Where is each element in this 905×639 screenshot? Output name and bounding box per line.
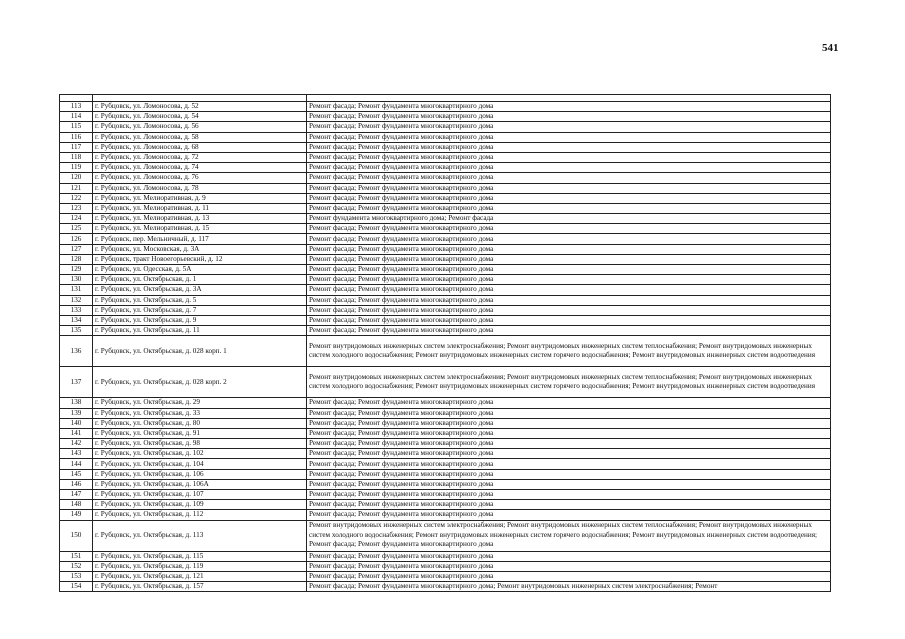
works-cell: Ремонт фасада; Ремонт фундамента многоквартирного дома [307, 408, 831, 418]
address-cell: г. Рубцовск, пер. Мельничный, д. 117 [93, 234, 307, 244]
table-row [60, 254, 831, 264]
row-number-cell: 132 [60, 295, 93, 305]
address-cell: г. Рубцовск, ул. Октябрьская, д. 109 [93, 500, 307, 510]
row-number-cell: 131 [60, 285, 93, 295]
works-cell: Ремонт фасада; Ремонт фундамента многоквартирного дома [307, 193, 831, 203]
address-cell: г. Рубцовск, ул. Московская, д. 3А [93, 244, 307, 254]
table-row [60, 285, 831, 295]
address-cell: г. Рубцовск, ул. Октябрьская, д. 29 [93, 398, 307, 408]
table-row [60, 510, 831, 520]
works-cell: Ремонт фасада; Ремонт фундамента многоквартирного дома [307, 295, 831, 305]
address-cell: г. Рубцовск, ул. Одесская, д. 5А [93, 265, 307, 275]
works-cell: Ремонт внутридомовых инженерных систем электроснабжения; Ремонт внутридомовых инженерных систем теплоснабжения; Ремонт внутридомовых инженерных систем холодного водоснабжения; Ремонт внутридомовых инженерных систем горячего водоснабжения; Ремонт внутридомовых инженерных систем водоотведения; Ремонт фасада; Ремонт фундамента многоквартирного дома [307, 520, 831, 551]
row-number-cell: 127 [60, 244, 93, 254]
table-body [60, 95, 831, 592]
address-cell: г. Рубцовск, ул. Октябрьская, д. 80 [93, 418, 307, 428]
works-cell: Ремонт внутридомовых инженерных систем электроснабжения; Ремонт внутридомовых инженерных систем теплоснабжения; Ремонт внутридомовых инженерных систем холодного водоснабжения; Ремонт внутридомовых инженерных систем горячего водоснабжения; Ремонт внутридомовых инженерных систем водоотведения [307, 367, 831, 398]
address-cell: г. Рубцовск, ул. Октябрьская, д. 112 [93, 510, 307, 520]
row-number-cell: 141 [60, 428, 93, 438]
table-row [60, 163, 831, 173]
row-number-cell: 138 [60, 398, 93, 408]
row-number-cell: 146 [60, 479, 93, 489]
row-number-cell: 116 [60, 132, 93, 142]
works-cell: Ремонт фасада; Ремонт фундамента многоквартирного дома [307, 439, 831, 449]
row-number-cell: 148 [60, 500, 93, 510]
works-cell: Ремонт фасада; Ремонт фундамента многоквартирного дома [307, 469, 831, 479]
address-cell: г. Рубцовск, ул. Октябрьская, д. 91 [93, 428, 307, 438]
works-cell: Ремонт фасада; Ремонт фундамента многоквартирного дома [307, 500, 831, 510]
table-row [60, 551, 831, 561]
row-number-cell: 149 [60, 510, 93, 520]
table-row [60, 132, 831, 142]
table-row [60, 398, 831, 408]
works-cell: Ремонт фасада; Ремонт фундамента многоквартирного дома [307, 203, 831, 213]
works-cell: Ремонт фасада; Ремонт фундамента многоквартирного дома [307, 275, 831, 285]
row-number-cell: 152 [60, 561, 93, 571]
repair-register-table [59, 94, 831, 592]
works-cell: Ремонт фасада; Ремонт фундамента многоквартирного дома [307, 428, 831, 438]
works-cell: Ремонт фасада; Ремонт фундамента многоквартирного дома [307, 449, 831, 459]
works-cell: Ремонт фасада; Ремонт фундамента многоквартирного дома [307, 490, 831, 500]
address-cell: г. Рубцовск, ул. Октябрьская, д. 3А [93, 285, 307, 295]
table-row [60, 102, 831, 112]
address-cell: г. Рубцовск, ул. Октябрьская, д. 7 [93, 305, 307, 315]
row-number-cell: 139 [60, 408, 93, 418]
row-number-cell: 145 [60, 469, 93, 479]
row-number-cell: 124 [60, 214, 93, 224]
works-cell: Ремонт фасада; Ремонт фундамента многоквартирного дома [307, 571, 831, 581]
table-row [60, 305, 831, 315]
table-row [60, 183, 831, 193]
row-number-cell: 118 [60, 152, 93, 162]
address-cell: г. Рубцовск, ул. Ломоносова, д. 76 [93, 173, 307, 183]
row-number-cell: 147 [60, 490, 93, 500]
row-number-cell: 117 [60, 142, 93, 152]
address-cell: г. Рубцовск, ул. Ломоносова, д. 68 [93, 142, 307, 152]
table-row [60, 490, 831, 500]
address-cell: г. Рубцовск, ул. Октябрьская, д. 5 [93, 295, 307, 305]
works-cell: Ремонт фасада; Ремонт фундамента многоквартирного дома [307, 479, 831, 489]
table-row [60, 408, 831, 418]
address-cell: г. Рубцовск, ул. Октябрьская, д. 104 [93, 459, 307, 469]
row-number-cell: 114 [60, 112, 93, 122]
table-row [60, 142, 831, 152]
works-cell: Ремонт фасада; Ремонт фундамента многоквартирного дома [307, 305, 831, 315]
row-number-cell: 115 [60, 122, 93, 132]
works-cell: Ремонт фасада; Ремонт фундамента многоквартирного дома [307, 132, 831, 142]
works-cell: Ремонт внутридомовых инженерных систем электроснабжения; Ремонт внутридомовых инженерных систем теплоснабжения; Ремонт внутридомовых инженерных систем холодного водоснабжения; Ремонт внутридомовых инженерных систем горячего водоснабжения; Ремонт внутридомовых инженерных систем водоотведения [307, 336, 831, 367]
row-number-cell: 128 [60, 254, 93, 264]
page-number: 541 [822, 42, 839, 54]
row-number-cell: 154 [60, 582, 93, 592]
address-cell: г. Рубцовск, ул. Ломоносова, д. 56 [93, 122, 307, 132]
row-number-cell: 136 [60, 336, 93, 367]
address-cell: г. Рубцовск, ул. Октябрьская, д. 98 [93, 439, 307, 449]
works-cell: Ремонт фасада; Ремонт фундамента многоквартирного дома [307, 398, 831, 408]
row-number-cell: 142 [60, 439, 93, 449]
address-cell: г. Рубцовск, ул. Октябрьская, д. 106 [93, 469, 307, 479]
table-row [60, 265, 831, 275]
works-cell: Ремонт фасада; Ремонт фундамента многоквартирного дома [307, 315, 831, 325]
table-row [60, 459, 831, 469]
address-cell: г. Рубцовск, ул. Октябрьская, д. 102 [93, 449, 307, 459]
works-cell: Ремонт фасада; Ремонт фундамента многоквартирного дома [307, 183, 831, 193]
address-cell: г. Рубцовск, ул. Октябрьская, д. 028 корп. 2 [93, 367, 307, 398]
table-row [60, 275, 831, 285]
table-row [60, 214, 831, 224]
address-cell: г. Рубцовск, ул. Мелиоративная, д. 15 [93, 224, 307, 234]
works-cell: Ремонт фасада; Ремонт фундамента многоквартирного дома [307, 254, 831, 264]
row-number-cell: 150 [60, 520, 93, 551]
works-cell: Ремонт фасада; Ремонт фундамента многоквартирного дома [307, 152, 831, 162]
row-number-cell: 133 [60, 305, 93, 315]
table-row [60, 469, 831, 479]
works-cell: Ремонт фасада; Ремонт фундамента многоквартирного дома [307, 265, 831, 275]
address-cell: г. Рубцовск, ул. Октябрьская, д. 157 [93, 582, 307, 592]
row-number-cell: 143 [60, 449, 93, 459]
works-cell: Ремонт фундамента многоквартирного дома; Ремонт фасада [307, 214, 831, 224]
table-row [60, 571, 831, 581]
table-row [60, 203, 831, 213]
row-number-cell: 130 [60, 275, 93, 285]
works-cell: Ремонт фасада; Ремонт фундамента многоквартирного дома [307, 173, 831, 183]
works-cell: Ремонт фасада; Ремонт фундамента многоквартирного дома [307, 551, 831, 561]
table-row [60, 234, 831, 244]
address-cell: г. Рубцовск, ул. Ломоносова, д. 78 [93, 183, 307, 193]
row-number-cell: 129 [60, 265, 93, 275]
works-cell: Ремонт фасада; Ремонт фундамента многоквартирного дома [307, 459, 831, 469]
row-number-cell: 137 [60, 367, 93, 398]
table-row [60, 439, 831, 449]
works-cell: Ремонт фасада; Ремонт фундамента многоквартирного дома [307, 112, 831, 122]
row-number-cell: 113 [60, 102, 93, 112]
table-row [60, 479, 831, 489]
works-cell: Ремонт фасада; Ремонт фундамента многоквартирного дома; Ремонт внутридомовых инженерных систем электроснабжения; Ремонт [307, 582, 831, 592]
address-cell: г. Рубцовск, ул. Мелиоративная, д. 13 [93, 214, 307, 224]
works-cell: Ремонт фасада; Ремонт фундамента многоквартирного дома [307, 224, 831, 234]
row-number-cell: 140 [60, 418, 93, 428]
address-cell: г. Рубцовск, ул. Октябрьская, д. 119 [93, 561, 307, 571]
table-row [60, 449, 831, 459]
address-cell: г. Рубцовск, ул. Октябрьская, д. 121 [93, 571, 307, 581]
address-cell: г. Рубцовск, ул. Октябрьская, д. 028 корп. 1 [93, 336, 307, 367]
row-number-cell: 151 [60, 551, 93, 561]
works-cell: Ремонт фасада; Ремонт фундамента многоквартирного дома [307, 163, 831, 173]
row-number-cell: 120 [60, 173, 93, 183]
address-cell: г. Рубцовск, ул. Октябрьская, д. 113 [93, 520, 307, 551]
works-cell: Ремонт фасада; Ремонт фундамента многоквартирного дома [307, 244, 831, 254]
table-row [60, 112, 831, 122]
address-cell: г. Рубцовск, ул. Мелиоративная, д. 9 [93, 193, 307, 203]
works-cell: Ремонт фасада; Ремонт фундамента многоквартирного дома [307, 418, 831, 428]
table-row [60, 428, 831, 438]
table-row [60, 582, 831, 592]
address-cell: г. Рубцовск, ул. Октябрьская, д. 9 [93, 315, 307, 325]
row-number-cell: 125 [60, 224, 93, 234]
address-cell: г. Рубцовск, ул. Ломоносова, д. 52 [93, 102, 307, 112]
table-row [60, 295, 831, 305]
address-cell: г. Рубцовск, ул. Октябрьская, д. 106А [93, 479, 307, 489]
table-row [60, 224, 831, 234]
address-cell: г. Рубцовск, ул. Ломоносова, д. 72 [93, 152, 307, 162]
address-cell: г. Рубцовск, ул. Ломоносова, д. 54 [93, 112, 307, 122]
address-cell: г. Рубцовск, ул. Октябрьская, д. 1 [93, 275, 307, 285]
table-row [60, 418, 831, 428]
address-cell: г. Рубцовск, ул. Ломоносова, д. 58 [93, 132, 307, 142]
table-row [60, 326, 831, 336]
row-number-cell: 135 [60, 326, 93, 336]
table-row [60, 122, 831, 132]
table-row [60, 336, 831, 367]
address-cell: г. Рубцовск, ул. Октябрьская, д. 107 [93, 490, 307, 500]
table-row [60, 500, 831, 510]
works-cell: Ремонт фасада; Ремонт фундамента многоквартирного дома [307, 102, 831, 112]
table-row [60, 367, 831, 398]
works-cell: Ремонт фасада; Ремонт фундамента многоквартирного дома [307, 326, 831, 336]
address-cell: г. Рубцовск, ул. Октябрьская, д. 33 [93, 408, 307, 418]
address-cell: г. Рубцовск, тракт Новоегорьевский, д. 12 [93, 254, 307, 264]
works-cell: Ремонт фасада; Ремонт фундамента многоквартирного дома [307, 285, 831, 295]
table-row [60, 173, 831, 183]
row-number-cell: 121 [60, 183, 93, 193]
table-row-top-empty [60, 95, 831, 102]
row-number-cell: 123 [60, 203, 93, 213]
table-row [60, 152, 831, 162]
address-cell: г. Рубцовск, ул. Ломоносова, д. 74 [93, 163, 307, 173]
address-cell: г. Рубцовск, ул. Октябрьская, д. 11 [93, 326, 307, 336]
table-row [60, 244, 831, 254]
row-number-cell: 119 [60, 163, 93, 173]
row-number-cell: 144 [60, 459, 93, 469]
works-cell: Ремонт фасада; Ремонт фундамента многоквартирного дома [307, 234, 831, 244]
row-number-cell: 122 [60, 193, 93, 203]
works-cell: Ремонт фасада; Ремонт фундамента многоквартирного дома [307, 122, 831, 132]
table-row [60, 193, 831, 203]
row-number-cell: 126 [60, 234, 93, 244]
works-cell: Ремонт фасада; Ремонт фундамента многоквартирного дома [307, 561, 831, 571]
works-cell: Ремонт фасада; Ремонт фундамента многоквартирного дома [307, 142, 831, 152]
works-cell: Ремонт фасада; Ремонт фундамента многоквартирного дома [307, 510, 831, 520]
row-number-cell: 134 [60, 315, 93, 325]
address-cell: г. Рубцовск, ул. Мелиоративная, д. 11 [93, 203, 307, 213]
address-cell: г. Рубцовск, ул. Октябрьская, д. 115 [93, 551, 307, 561]
row-number-cell: 153 [60, 571, 93, 581]
table-row [60, 561, 831, 571]
table-row [60, 520, 831, 551]
table-row [60, 315, 831, 325]
